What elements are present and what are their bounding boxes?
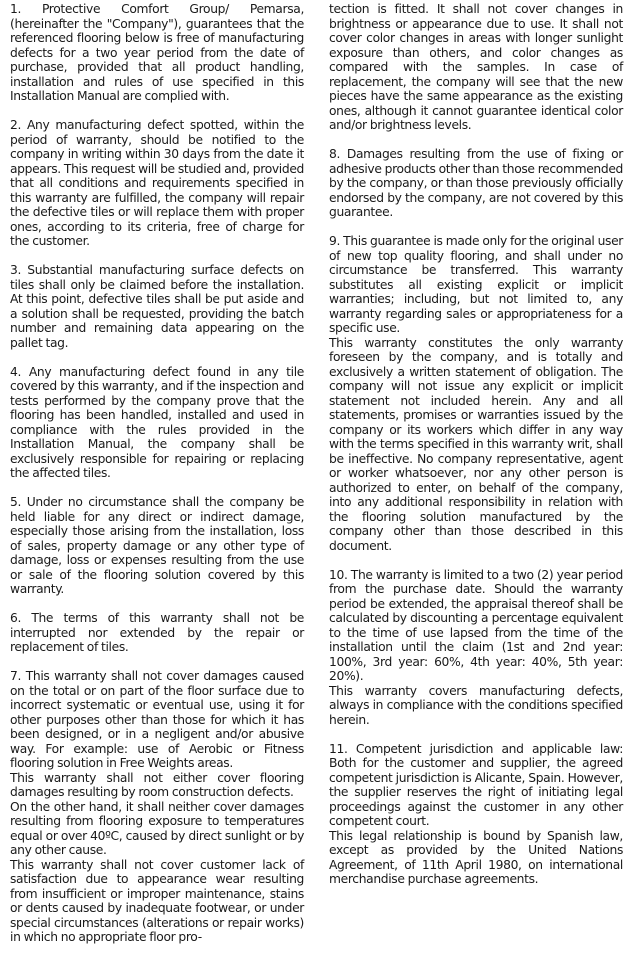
clause-10: 10. The warranty is limited to a two (2) year period from the purchase date. Should the warranty period be extended, the appraisal thereof shall be calculated by discounting a percentage equivalent to the time of use lapsed from the time of the installation until the claim (1st and 2nd year: 100%, 3rd year: 60%, 4th year: 40%, 5th year: 20%). <box>329 567 623 683</box>
clause-8: 8. Damages resulting from the use of fixing or adhesive products other than those recommended by the company, or than those previously officially endorsed by the company, are not covered by this guarantee. <box>329 147 623 219</box>
clause-4: 4. Any manufacturing defect found in any tile covered by this warranty, and if the inspection and tests performed by the company prove that the flooring has been handled, installed and used in compliance with the rules provided in the Installation Manual, the company shall be exclusively responsible for repairing or replacing the affected tiles. <box>10 364 304 480</box>
clause-7: 7. This warranty shall not cover damages caused on the total or on part of the floor surface due to incorrect systematic or eventual use, using it for other purposes other than those for which it has been designed, or in a negligent and/or abusive way. For example: use of Aerobic or Fitness flooring solution in Free Weights areas. <box>10 669 304 770</box>
clause-1: 1. Protective Comfort Group/ Pemarsa, (hereinafter the "Company"), guarantees that the referenced flooring below is free of manufacturing defects for a two year period from the date of purchase, provided that all product handling, installation and rules of use specified in this Installation Manual are complied with. <box>10 2 304 103</box>
clause-5: 5. Under no circumstance shall the company be held liable for any direct or indirect damage, especially those arising from the installation, loss of sales, property damage or any other type of damage, loss or expenses resulting from the use or sale of the flooring solution covered by this warranty. <box>10 495 304 596</box>
clause-9-paragraph-2: This warranty constitutes the only warranty foreseen by the company, and is totally and exclusively a written statement of obligation. The company will not issue any explicit or implicit statement not included herein. Any and all statements, promises or warranties issued by the company or its workers which differ in any way with the terms specified in this warranty writ, shall be ineffective. No company representative, agent or worker whatsoever, nor any other person is authorized to enter, on behalf of the company, into any additional responsibility in relation with the flooring solution manufactured by the company other than those described in this document. <box>329 335 623 553</box>
clause-2: 2. Any manufacturing defect spotted, within the period of warranty, should be notified to the company in writing within 30 days from the date it appears. This request will be studied and, provided that all conditions and requirements specified in this warranty are fulfilled, the company will repair the defective tiles or will replace them with proper ones, according to its criteria, free of charge for the customer. <box>10 118 304 248</box>
clause-3: 3. Substantial manufacturing surface defects on tiles shall only be claimed before the installation. At this point, defective tiles shall be put aside and a solution shall be requested, providing the batch number and remaining data appearing on the pallet tag. <box>10 263 304 350</box>
clause-11: 11. Competent jurisdiction and applicable law: Both for the customer and supplier, the agreed competent jurisdiction is Alicante, Spain. However, the supplier reserves the right of initiating legal proceedings against the customer in any other competent court. <box>329 741 623 828</box>
clause-7-paragraph-2: This warranty shall not either cover flooring damages resulting by room construction defects. <box>10 770 304 799</box>
clause-10-paragraph-2: This warranty covers manufacturing defects, always in compliance with the conditions specified herein. <box>329 683 623 727</box>
clause-7-paragraph-3: On the other hand, it shall neither cover damages resulting from flooring exposure to temperatures equal or over 40ºC, caused by direct sunlight or by any other cause. <box>10 799 304 857</box>
clause-6: 6. The terms of this warranty shall not be interrupted nor extended by the repair or replacement of tiles. <box>10 611 304 654</box>
clause-7-paragraph-4: This warranty shall not cover customer lack of satisfaction due to appearance wear resulting from insufficient or improper maintenance, stains or dents caused by inadequate footwear, or under special circumstances (alterations or repair works) in which no appropriate floor pro- <box>10 857 304 944</box>
clause-11-paragraph-2: This legal relationship is bound by Spanish law, except as provided by the United Nations Agreement, of 11th April 1980, on international merchandise purchase agreements. <box>329 828 623 886</box>
right-column <box>329 2 623 887</box>
clause-7-continuation: tection is fitted. It shall not cover changes in brightness or appearance due to use. It shall not cover color changes in areas with longer sunlight exposure than others, and color changes as compared with the samples. In case of replacement, the company will see that the new pieces have the same appearance as the existing ones, although it cannot guarantee identical color and/or brightness levels. <box>329 2 623 132</box>
clause-9: 9. This guarantee is made only for the original user of new top quality flooring, and shall under no circumstance be transferred. This warranty substitutes all existing explicit or implicit warranties; including, but not limited to, any warranty regarding sales or appropriateness for a specific use. <box>329 234 623 335</box>
left-column <box>10 2 304 945</box>
